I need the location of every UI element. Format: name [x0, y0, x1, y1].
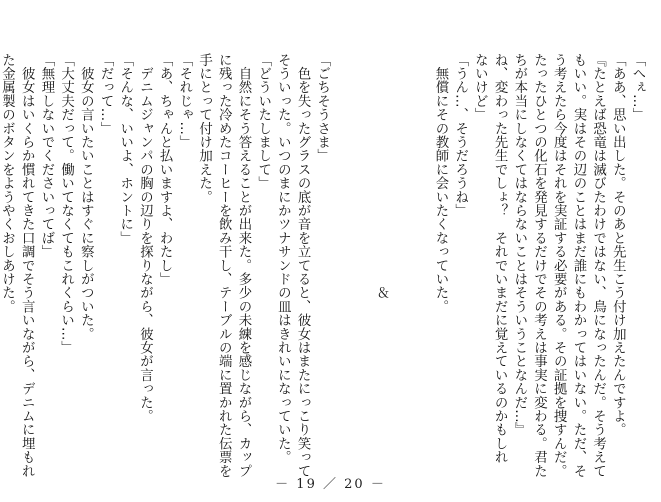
- page-footer: [0, 473, 661, 492]
- text-column: 「へぇ…」: [630, 53, 645, 122]
- vertical-body-text: [0, 53, 647, 478]
- text-column: 手にとって付け加えた。: [196, 53, 212, 204]
- text-column: 自然にそう答えることが出来た。多少の未練を感じながら、カップ: [235, 53, 251, 478]
- footer-dash-right: －: [370, 477, 386, 492]
- text-column: ＆: [373, 53, 389, 300]
- text-column: 彼女はいくらか慣れてきた口調でそう言いながら、デニムに埋もれ: [19, 53, 35, 478]
- text-column: た金属製のボタンをようやくおしあけた。: [0, 53, 15, 314]
- page-separator: ／: [322, 477, 338, 492]
- text-column: 『たとえば恐竜は滅びたわけではない、鳥になったんだ。そう考えて: [590, 53, 606, 478]
- text-column: 「ごちそうさま」: [314, 53, 330, 163]
- text-column: ね、変わった先生でしょ？ それでいまだに覚えているのかもしれ: [492, 53, 508, 464]
- text-column: [332, 53, 352, 473]
- text-column: 「ああ、思い出した。そのあと先生こう付け加えたんですよ。: [610, 53, 626, 437]
- text-column: 色を失ったグラスの底が音を立てると、彼女はまたにっこり笑って: [295, 53, 311, 478]
- text-column: 「どういたしまして」: [255, 53, 271, 190]
- text-column: [351, 53, 371, 473]
- text-column: もいい。実はその辺のことはまだ誰にもわかってはいない。ただ、そ: [570, 53, 586, 478]
- text-column: う考えたら今度はそれを実証する必要がある。その証拠を捜すんだ。: [551, 53, 567, 478]
- text-column: 「大丈夫だって。働いてなくてもこれくらい…」: [58, 53, 74, 355]
- text-column: 彼女の言いたいことはすぐに察しがついた。: [78, 53, 94, 341]
- footer-dash-left: －: [275, 477, 291, 492]
- text-column: [411, 53, 431, 473]
- text-column: に残った冷めたコーヒーを飲み干し、テーブルの端に置かれた伝票を: [216, 53, 232, 478]
- text-column: 「無理しないでくださいってば」: [38, 53, 54, 259]
- text-column: 「うん…、そうだろうね」: [452, 53, 468, 218]
- text-column: 「だって…」: [98, 53, 114, 136]
- text-column: 「あ、ちゃんと払いますよ、わたし」: [157, 53, 173, 286]
- text-column: ないけど」: [472, 53, 488, 122]
- page-total: 20: [344, 477, 365, 492]
- text-column: ちが本当にしなくてはならないことはそういうことなんだ…』: [511, 53, 527, 437]
- text-column: そういった。いつのまにかツナサンドの皿はきれいになっていた。: [275, 53, 291, 464]
- text-column: デニムジャンパの胸の辺りを探りながら、彼女が言った。: [137, 53, 153, 423]
- text-column: 「そんな、いいよ、ホントに」: [117, 53, 133, 245]
- text-column: [391, 53, 411, 473]
- page-number: 19: [296, 477, 317, 492]
- text-column: 「それじゃ…」: [176, 53, 192, 149]
- text-column: たったひとつの化石を発見するだけでその考えは事実に変わる。君た: [531, 53, 547, 478]
- text-column: 無償にその教師に会いたくなっていた。: [432, 53, 448, 314]
